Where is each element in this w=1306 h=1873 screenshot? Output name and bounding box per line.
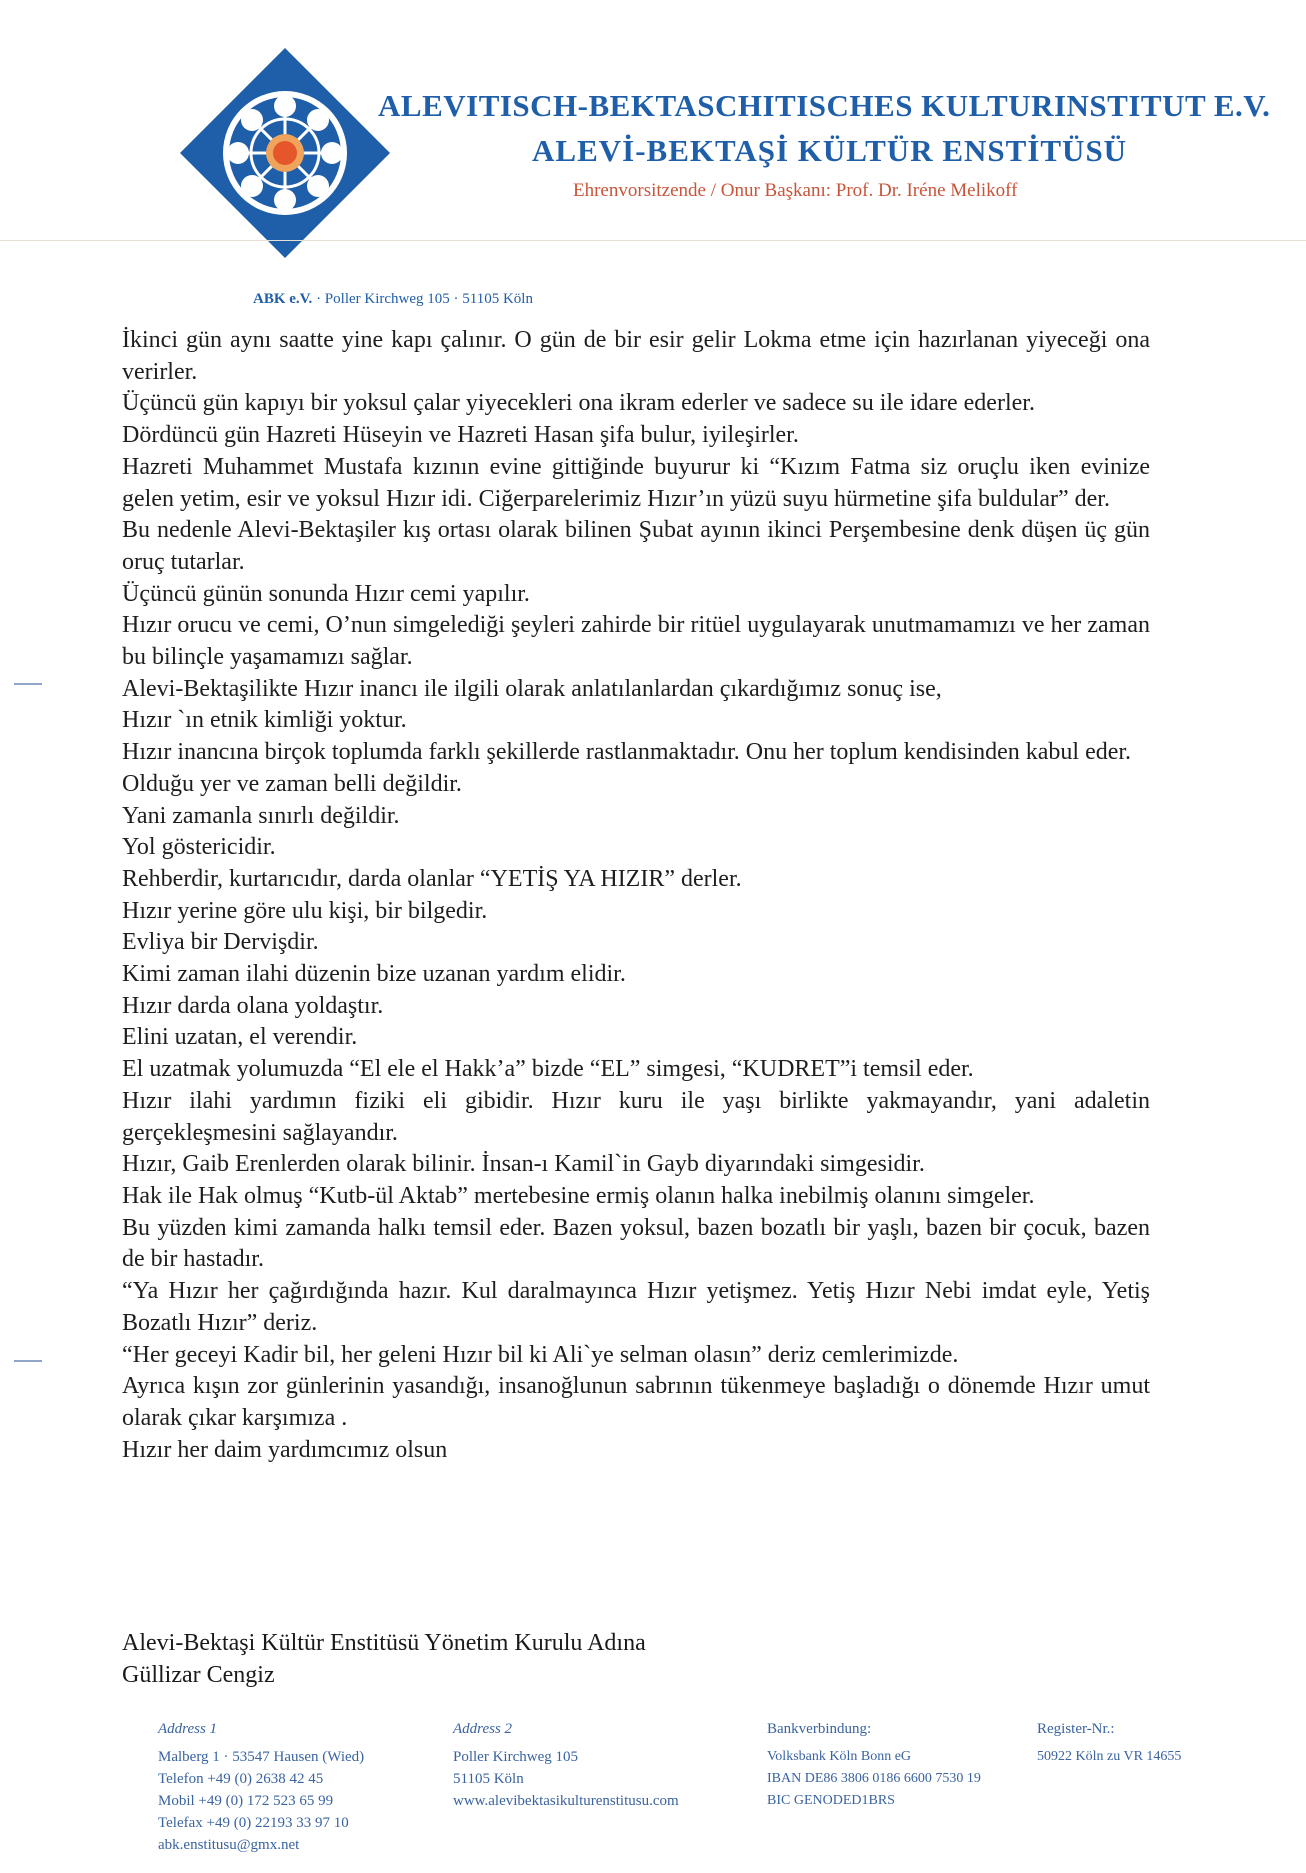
body-paragraph: Dördüncü gün Hazreti Hüseyin ve Hazreti Hasan şifa bulur, iyileşirler. <box>122 422 799 449</box>
body-paragraph: Bu nedenle Alevi-Bektaşiler kış ortası olarak bilinen Şubat ayının ikinci Perşembesine denk düşen üç gün oruç tutarlar. <box>122 517 1150 575</box>
institute-compass-logo-icon <box>180 48 390 258</box>
body-paragraph: “Her geceyi Kadir bil, her geleni Hızır bil ki Ali`ye selman olasın” deriz cemlerimizde. <box>122 1341 959 1368</box>
body-paragraph: El uzatmak yolumuzda “El ele el Hakk’a” bizde “EL” simgesi, “KUDRET”i temsil eder. <box>122 1056 974 1083</box>
body-paragraph: Yani zamanla sınırlı değildir. <box>122 802 400 829</box>
margin-mark <box>14 683 42 685</box>
body-paragraph: Üçüncü gün kapıyı bir yoksul çalar yiyecekleri ona ikram ederler ve sadece su ile idare ederler. <box>122 390 1035 417</box>
sender-address: · Poller Kirchweg 105 · 51105 Köln <box>312 291 533 307</box>
body-paragraph: Hazreti Muhammet Mustafa kızının evine gittiğinde buyurur ki “Kızım Fatma siz oruçlu iken evinize gelen yetim, esir ve yoksul Hızır idi. Ciğerparelerimiz Hızır’ın yüzü suyu hürmetine şifa buldular” der. <box>122 453 1150 512</box>
body-paragraph: Kimi zaman ilahi düzenin bize uzanan yardım elidir. <box>122 961 626 988</box>
body-paragraph: Olduğu yer ve zaman belli değildir. <box>122 770 462 797</box>
footer-line: Telefon +49 (0) 2638 42 45 <box>158 1771 324 1787</box>
honorary-chair: Ehrenvorsitzende / Onur Başkanı: Prof. Dr. Iréne Melikoff <box>573 180 1018 201</box>
body-paragraph: Bu yüzden kimi zamanda halkı temsil eder. Bazen yoksul, bazen bozatlı bir yaşlı, bazen bir çocuk, bazen de bir hastadır. <box>122 1214 1150 1273</box>
body-paragraph: Hızır ilahi yardımın fiziki eli gibidir. Hızır kuru ile yaşı birlikte yakmayandır, yani adaletin gerçekleşmesini sağlayandır. <box>122 1087 1150 1146</box>
body-paragraph: Ayrıca kışın zor günlerinin yasandığı, insanoğlunun sabrının tükenmeye başladığı o dönemde Hızır umut olarak çıkar karşımıza . <box>122 1373 1150 1431</box>
body-paragraph: Yol göstericidir. <box>122 834 276 861</box>
footer-heading: Bankverbindung: <box>767 1721 872 1737</box>
footer-register <box>1037 1718 1181 1768</box>
header-divider <box>0 240 1306 241</box>
body-paragraph: Üçüncü günün sonunda Hızır cemi yapılır. <box>122 580 530 607</box>
body-paragraph: Hızır orucu ve cemi, O’nun simgelediği şeyleri zahirde bir ritüel uygulayarak unutmamamızı ve her zaman bu bilinçle yaşamamızı sağlar. <box>122 612 1150 671</box>
signature-block <box>122 1628 646 1691</box>
footer-line: Volksbank Köln Bonn eG <box>767 1749 912 1764</box>
body-paragraph: “Ya Hızır her çağırdığında hazır. Kul daralmayınca Hızır yetişmez. Yetiş Hızır Nebi imdat eyle, Yetiş Bozatlı Hızır” deriz. <box>122 1278 1150 1336</box>
footer-heading: Address 1 <box>158 1721 218 1737</box>
margin-mark <box>14 1360 42 1362</box>
org-name-tr: ALEVİ-BEKTAŞİ KÜLTÜR ENSTİTÜSÜ <box>532 133 1128 168</box>
body-paragraph: Elini uzatan, el verendir. <box>122 1024 358 1051</box>
footer-line: 51105 Köln <box>453 1771 524 1787</box>
footer-address1 <box>158 1718 364 1856</box>
body-paragraph: Alevi-Bektaşilikte Hızır inancı ile ilgili olarak anlatılanlardan çıkardığımız sonuç ise, <box>122 675 942 702</box>
letter-body <box>122 325 1150 1466</box>
footer-bank <box>767 1718 981 1812</box>
org-name-de: ALEVITISCH-BEKTASCHITISCHES KULTURINSTITUT E.V. <box>378 88 1271 123</box>
footer-line: Malberg 1 · 53547 Hausen (Wied) <box>158 1749 365 1765</box>
body-paragraph: Hak ile Hak olmuş “Kutb-ül Aktab” mertebesine ermiş olanın halka inebilmiş olanını simgeler. <box>122 1182 1035 1209</box>
body-paragraph: Hızır `ın etnik kimliği yoktur. <box>122 707 407 734</box>
body-paragraph: Hızır, Gaib Erenlerden olarak bilinir. İnsan-ı Kamil`in Gayb diyarındaki simgesidir. <box>122 1151 925 1178</box>
footer-line: Mobil +49 (0) 172 523 65 99 <box>158 1793 334 1809</box>
body-paragraph: Hızır yerine göre ulu kişi, bir bilgedir. <box>122 897 488 924</box>
footer-email[interactable]: abk.enstitusu@gmx.net <box>158 1837 300 1853</box>
body-paragraph: Hızır her daim yardımcımız olsun <box>122 1436 448 1463</box>
footer-line: BIC GENODED1BRS <box>767 1793 895 1808</box>
body-paragraph: Evliya bir Dervişdir. <box>122 929 319 956</box>
body-paragraph: Rehberdir, kurtarıcıdır, darda olanlar “YETİŞ YA HIZIR” derler. <box>122 865 742 892</box>
footer-line: Telefax +49 (0) 22193 33 97 10 <box>158 1815 349 1831</box>
footer-line: 50922 Köln zu VR 14655 <box>1037 1749 1182 1764</box>
signature-org: Alevi-Bektaşi Kültür Enstitüsü Yönetim Kurulu Adına <box>122 1630 646 1656</box>
body-paragraph: İkinci gün aynı saatte yine kapı çalınır. O gün de bir esir gelir Lokma etme için hazırlanan yiyeceği ona verirler. <box>122 327 1150 385</box>
body-paragraph: Hızır inancına birçok toplumda farklı şekillerde rastlanmaktadır. Onu her toplum kendisinden kabul eder. <box>122 739 1132 766</box>
body-paragraph: Hızır darda olana yoldaştır. <box>122 992 384 1019</box>
footer-heading: Address 2 <box>453 1721 513 1737</box>
sender-line <box>253 291 533 308</box>
footer-heading: Register-Nr.: <box>1037 1721 1115 1737</box>
footer-line: Poller Kirchweg 105 <box>453 1749 578 1765</box>
sender-abbr: ABK e.V. <box>253 291 313 307</box>
footer-website[interactable]: www.alevibektasikulturenstitusu.com <box>453 1793 679 1809</box>
footer-line: IBAN DE86 3806 0186 6600 7530 19 <box>767 1771 981 1786</box>
signature-name: Güllizar Cengiz <box>122 1661 275 1688</box>
footer-address2 <box>453 1718 679 1812</box>
